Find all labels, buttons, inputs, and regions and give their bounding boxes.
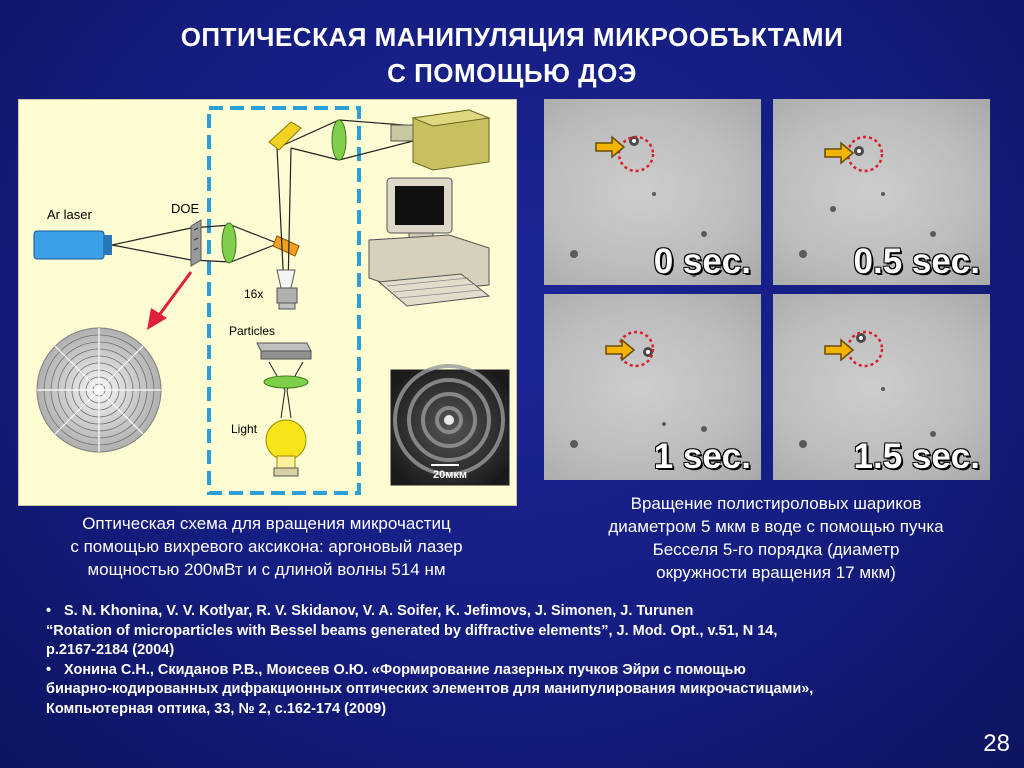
- photos-caption: [556, 492, 996, 584]
- caption-line: Бесселя 5-го порядка (диаметр: [652, 540, 900, 559]
- light-bulb-icon: [266, 420, 306, 476]
- slide-number: 28: [983, 730, 1010, 757]
- time-label-1: 0.5 sec.: [853, 242, 980, 281]
- optical-schematic-drawing: [19, 100, 516, 505]
- slide-title-line-1: ОПТИЧЕСКАЯ МАНИПУЛЯЦИЯ МИКРООБЪКТАМИ: [180, 22, 844, 52]
- red-arrow-icon: [147, 272, 191, 330]
- references-list: [46, 602, 986, 719]
- particles-slide-icon: [257, 343, 311, 359]
- doe-element-icon: [191, 220, 201, 266]
- objective-label: 16x: [244, 287, 264, 301]
- caption-line: мощностью 200мВт и с длиной волны 514 нм: [87, 560, 446, 579]
- camera-icon: [391, 110, 489, 170]
- mirror-middle-icon: [273, 236, 299, 256]
- rotation-frame-1: [773, 99, 990, 285]
- caption-line: Оптическая схема для вращения микрочастиц: [82, 514, 451, 533]
- reference-text: Хонина С.Н., Скиданов Р.В., Моисеев О.Ю. «Формирование лазерных пучков Эйри с помощью: [64, 661, 746, 678]
- ar-laser-icon: [34, 231, 112, 259]
- lens-condenser-icon: [264, 376, 308, 388]
- reference-2-line-1: [46, 661, 986, 681]
- particles-label: Particles: [229, 324, 276, 338]
- lens-1-icon: [222, 223, 236, 263]
- light-label: Light: [231, 422, 258, 436]
- reference-1-line-1: [46, 602, 986, 622]
- reference-1-line-3: p.2167-2184 (2004): [46, 642, 175, 658]
- optical-schematic: [18, 99, 517, 506]
- time-label-0: 0 sec.: [653, 242, 751, 281]
- rotation-frame-2: [544, 294, 761, 480]
- scale-bar-label: 20мкм: [433, 469, 468, 481]
- rotation-frame-0: [544, 99, 761, 285]
- illumination-beam: [269, 362, 303, 418]
- reference-2-line-2: бинарно-кодированных дифракционных оптических элементов для манипулирования микрочастицами»,: [46, 681, 814, 697]
- caption-line: окружности вращения 17 мкм): [656, 563, 896, 582]
- slide-title-line-2: С ПОМОЩЬЮ ДОЭ: [387, 58, 637, 88]
- doe-label: DOE: [171, 201, 200, 216]
- time-label-2: 1 sec.: [653, 437, 751, 476]
- mirror-top-icon: [269, 122, 301, 150]
- spiral-axicon-pattern-icon: [37, 328, 161, 452]
- schematic-caption: [18, 512, 515, 581]
- caption-line: диаметром 5 мкм в воде с помощью пучка: [608, 517, 944, 536]
- time-label-3: 1.5 sec.: [853, 437, 980, 476]
- bullet-icon: •: [46, 661, 52, 678]
- caption-line: Вращение полистироловых шариков: [630, 494, 922, 513]
- rotation-frame-3: [773, 294, 990, 480]
- reference-text: S. N. Khonina, V. V. Kotlyar, R. V. Skidanov, V. A. Soifer, K. Jefimovs, J. Simonen, J. Turunen: [64, 603, 694, 619]
- laser-label: Ar laser: [47, 207, 92, 222]
- caption-line: с помощью вихревого аксикона: аргоновый лазер: [70, 537, 463, 556]
- reference-1-line-2: “Rotation of microparticles with Bessel beams generated by diffractive elements”, J. Mod. Opt., v.51, N 14,: [46, 622, 778, 639]
- lens-top-icon: [332, 120, 346, 160]
- objective-icon: [277, 270, 297, 309]
- bessel-beam-micrograph: [391, 366, 509, 485]
- bullet-icon: •: [46, 603, 52, 619]
- reference-2-line-3: Компьютерная оптика, 33, № 2, с.162-174 (2009): [46, 700, 387, 717]
- computer-icon: [369, 178, 489, 306]
